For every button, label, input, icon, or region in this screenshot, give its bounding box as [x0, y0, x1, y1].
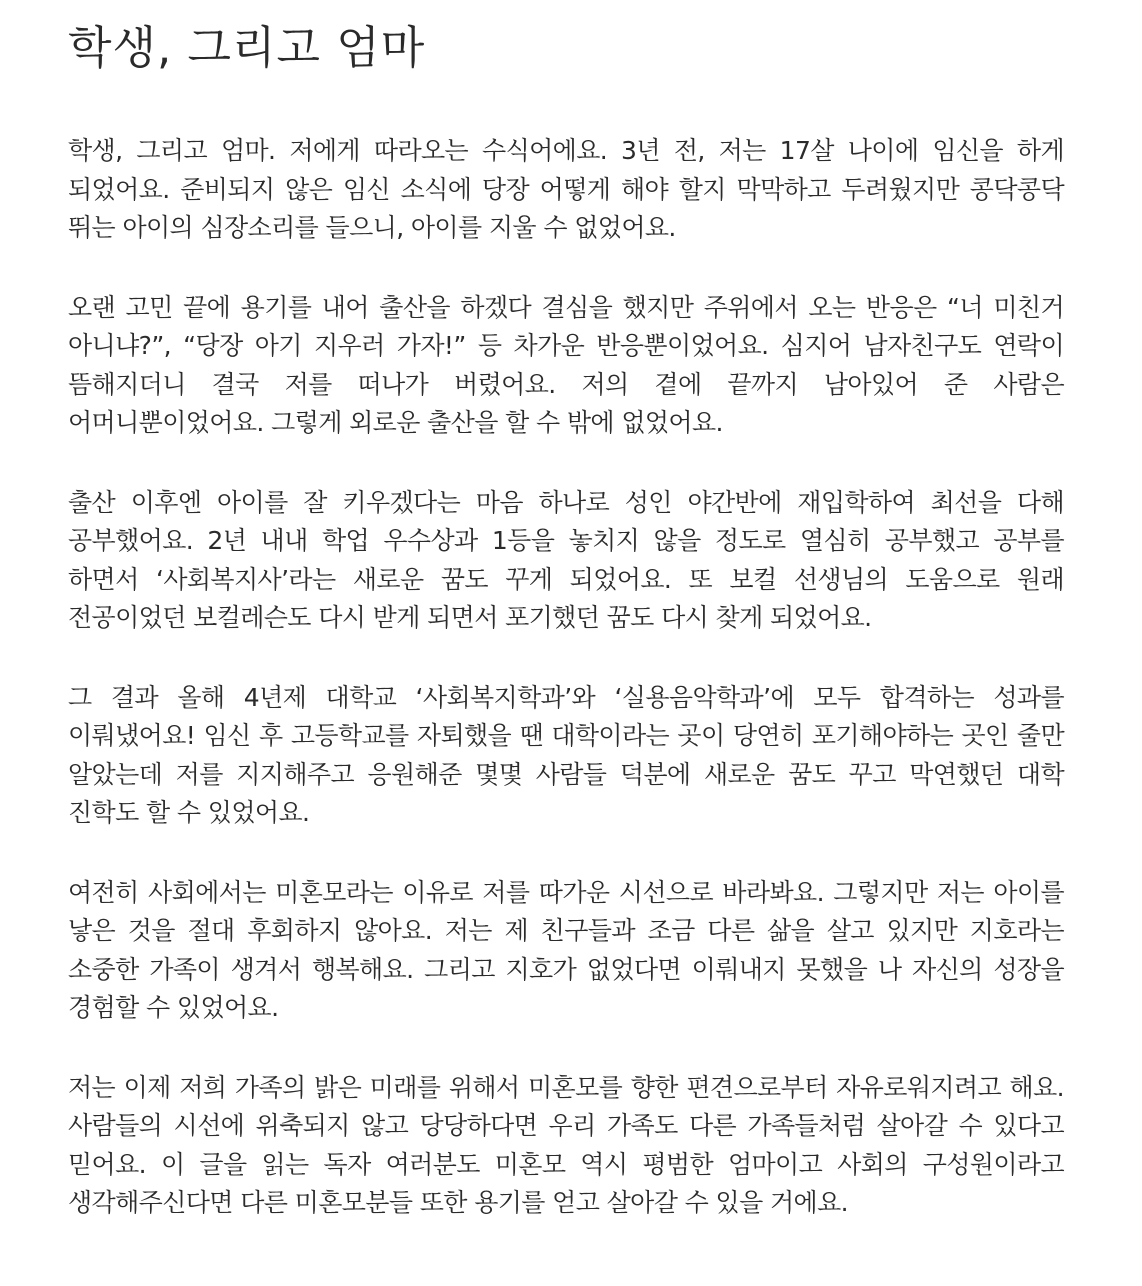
article-body: [68, 132, 1064, 1223]
paragraph-1: 학생, 그리고 엄마. 저에게 따라오는 수식어에요. 3년 전, 저는 17살 나이에 임신을 하게 되었어요. 준비되지 않은 임신 소식에 당장 어떻게 해야 할지 막막하고 두려웠지만 콩닥콩닥 뛰는 아이의 심장소리를 들으니, 아이를 지울 수 없었어요.: [68, 136, 1064, 242]
paragraph-6: 저는 이제 저희 가족의 밝은 미래를 위해서 미혼모를 향한 편견으로부터 자유로워지려고 해요. 사람들의 시선에 위축되지 않고 당당하다면 우리 가족도 다른 가족들처럼 살아갈 수 있다고 믿어요. 이 글을 읽는 독자 여러분도 미혼모 역시 평범한 엄마이고 사회의 구성원이라고 생각해주신다면 다른 미혼모분들 또한 용기를 얻고 살아갈 수 있을 거에요.: [68, 1072, 1064, 1217]
paragraph-2: 오랜 고민 끝에 용기를 내어 출산을 하겠다 결심을 했지만 주위에서 오는 반응은 “너 미친거 아니냐?”, “당장 아기 지우러 가자!” 등 차가운 반응뿐이었어요. 심지어 남자친구도 연락이 뜸해지더니 결국 저를 떠나가 버렸어요. 저의 곁에 끝까지 남아있어 준 사람은 어머니뿐이었어요. 그렇게 외로운 출산을 할 수 밖에 없었어요.: [68, 292, 1064, 437]
paragraph-5: 여전히 사회에서는 미혼모라는 이유로 저를 따가운 시선으로 바라봐요. 그렇지만 저는 아이를 낳은 것을 절대 후회하지 않아요. 저는 제 친구들과 조금 다른 삶을 살고 있지만 지호라는 소중한 가족이 생겨서 행복해요. 그리고 지호가 없었다면 이뤄내지 못했을 나 자신의 성장을 경험할 수 있었어요.: [68, 877, 1064, 1022]
paragraph-3: 출산 이후엔 아이를 잘 키우겠다는 마음 하나로 성인 야간반에 재입학하여 최선을 다해 공부했어요. 2년 내내 학업 우수상과 1등을 놓치지 않을 정도로 열심히 공부했고 공부를 하면서 ‘사회복지사’라는 새로운 꿈도 꾸게 되었어요. 또 보컬 선생님의 도움으로 원래 전공이었던 보컬레슨도 다시 받게 되면서 포기했던 꿈도 다시 찾게 되었어요.: [68, 487, 1064, 632]
article: [68, 0, 1064, 1264]
article-title: 학생, 그리고 엄마: [68, 21, 426, 74]
paragraph-4: 그 결과 올해 4년제 대학교 ‘사회복지학과’와 ‘실용음악학과’에 모두 합격하는 성과를 이뤄냈어요! 임신 후 고등학교를 자퇴했을 땐 대학이라는 곳이 당연히 포기해야하는 곳인 줄만 알았는데 저를 지지해주고 응원해준 몇몇 사람들 덕분에 새로운 꿈도 꾸고 막연했던 대학 진학도 할 수 있었어요.: [68, 682, 1064, 827]
